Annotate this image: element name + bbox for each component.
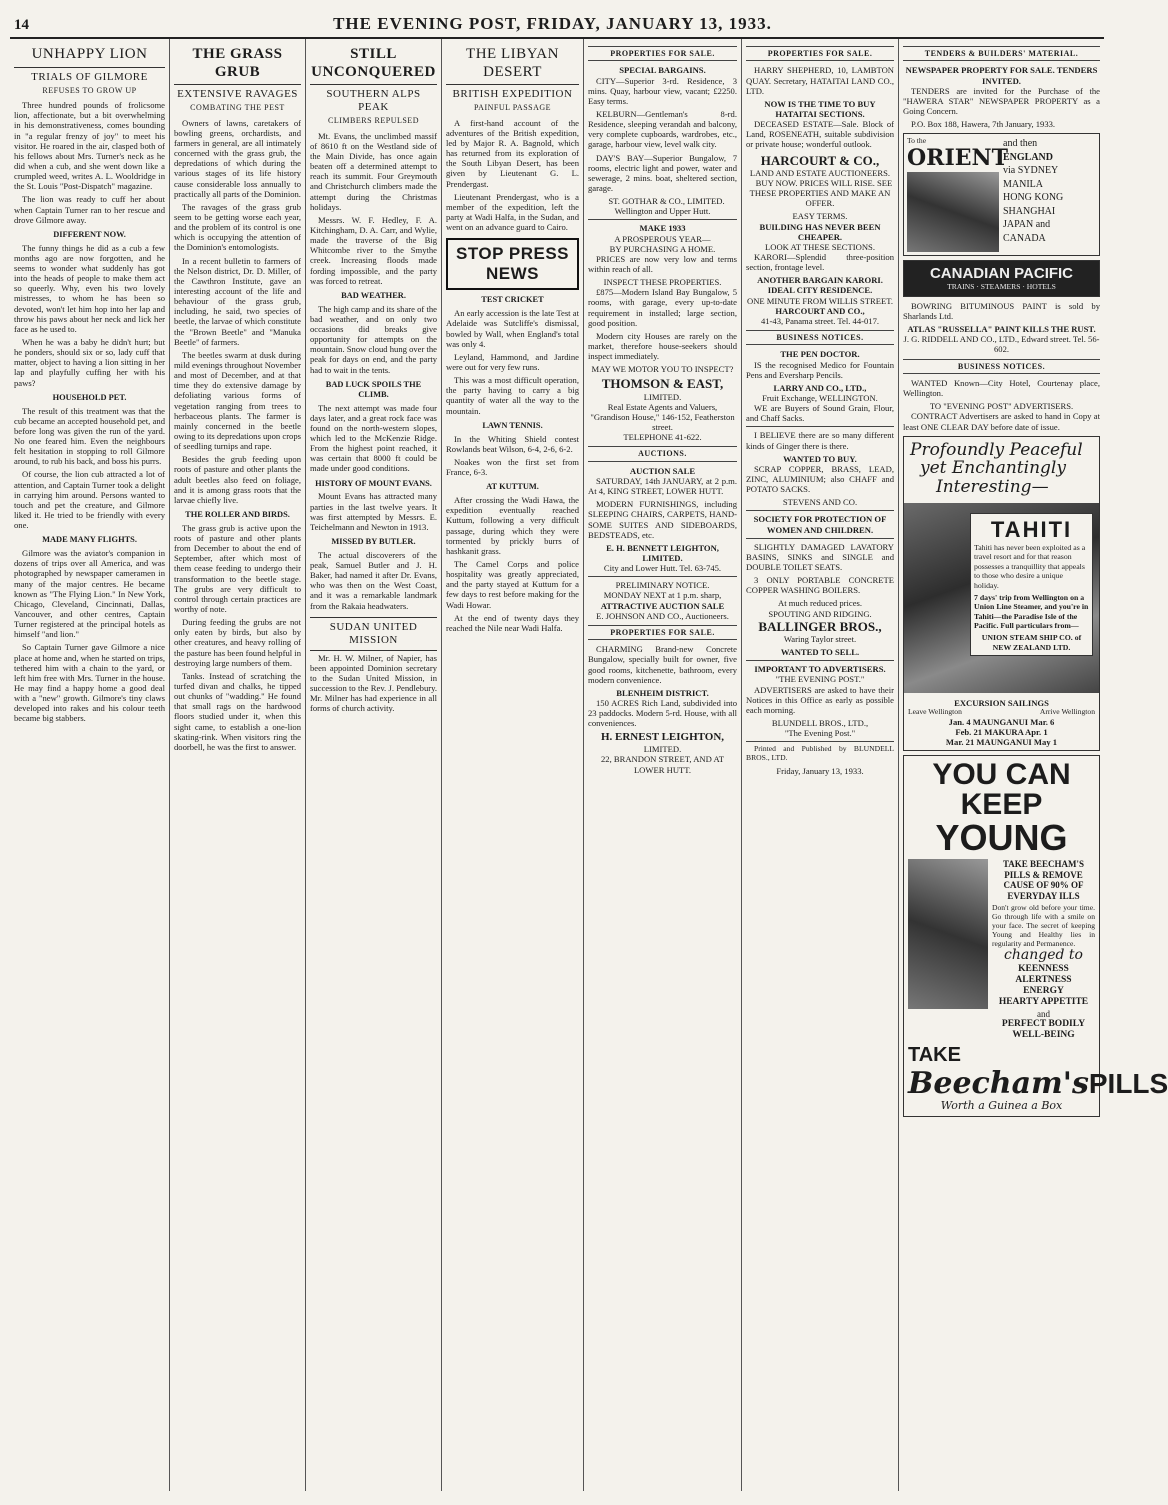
palm-beach-photo bbox=[904, 503, 1099, 693]
classified-text: SPOUTING AND RIDGING. bbox=[768, 608, 872, 619]
classified-text: IS the recognised Medico for Fountain Pens and Eversharp Pencils. bbox=[746, 359, 894, 380]
classified-text: BY PURCHASING A HOME. bbox=[609, 243, 716, 254]
canadian-pacific-banner bbox=[903, 260, 1100, 297]
classified-heading: MAKE 1933 bbox=[639, 223, 686, 234]
classified-heading: ATTRACTIVE AUCTION SALE bbox=[600, 600, 725, 611]
column-libyan-desert bbox=[442, 39, 584, 1491]
paragraph: Tanks. Instead of scratching the turfed divan and chalks, he tipped out chunks of "wadding." He found that small rags on the hardwood floors studied under it, when this sight came, to establish a one-lion skating-rink. When visitors ring the doorbell, he was the first to answer. bbox=[174, 670, 301, 752]
crosshead: MISSED BY BUTLER. bbox=[331, 537, 416, 547]
masthead bbox=[10, 8, 1104, 39]
column-advertisements bbox=[899, 39, 1168, 1491]
firm-name: BALLINGER BROS., bbox=[758, 618, 882, 634]
column-properties-1 bbox=[584, 39, 742, 1491]
imprint-date: Friday, January 13, 1933. bbox=[776, 766, 864, 777]
ad-text: ALERTNESS bbox=[1015, 975, 1072, 986]
classified-heading: ATLAS "RUSSELLA" PAINT KILLS THE RUST. bbox=[907, 324, 1096, 335]
classified-text: SCRAP COPPER, BRASS, LEAD, ZINC, ALUMINIUM; also CHAFF and POTATO SACKS. bbox=[746, 463, 894, 495]
paragraph: The lion was ready to cuff her about when Captain Turner ran to her rescue and drove Gilmore away. bbox=[14, 194, 165, 225]
classified-heading: BLENHEIM DISTRICT. bbox=[616, 687, 709, 698]
imprint: Printed and Published by BLUNDELL BROS., LTD. bbox=[746, 744, 894, 763]
paragraph: Owners of lawns, caretakers of bowling greens, orchardists, and farmers in general, are all intimately concerned with the grass grub, the depredations of which during the various stages of its life history cause considerable loss annually to practically all parts of the Dominion. bbox=[174, 117, 301, 199]
stop-press-banner: STOP PRESS NEWS bbox=[446, 238, 579, 290]
column-properties-2 bbox=[742, 39, 899, 1491]
paragraph: The grass grub is active upon the roots of pasture and other plants from December to about the end of September, after which most of them cease feeding to undergo their transformation to the beetle stage. The grubs are very difficult to control through certain practices are worthy of note. bbox=[174, 522, 301, 615]
classified-heading: PRELIMINARY NOTICE. bbox=[615, 580, 710, 591]
classified-text: KARORI—Splendid three-position section, frontage level. bbox=[746, 252, 894, 273]
ad-text: HEARTY APPETITE bbox=[998, 997, 1089, 1008]
headline: UNHAPPY LION bbox=[14, 46, 165, 68]
paragraph: Besides the grub feeding upon roots of pasture and other plants the adult beetles also feed on foliage, and it is among grass roots that the larvae chiefly live. bbox=[174, 454, 301, 505]
ad-text: HONG KONG bbox=[1003, 192, 1064, 204]
paragraph: In a recent bulletin to farmers of the Nelson district, Dr. D. Miller, of the Cawthron Institute, gave an interesting account of the life and behaviour of the grass grub, including, he said, two species of beetle, the larvae of which constitute the "Brown Beetle" and "Manuka Beetle" of farmers. bbox=[174, 255, 301, 347]
section-header: TENDERS & BUILDERS' MATERIAL. bbox=[903, 46, 1100, 61]
subheadline: TRIALS OF GILMORE bbox=[31, 70, 148, 83]
ad-text: TAKE BEECHAM'S PILLS & REMOVE CAUSE OF 90% OF EVERYDAY ILLS bbox=[1002, 859, 1085, 902]
classified-text: BOWRING BITUMINOUS PAINT is sold by Sharlands Ltd. bbox=[903, 300, 1100, 321]
firm-sub: "The Evening Post." bbox=[784, 728, 856, 739]
headline: SUDAN UNITED MISSION bbox=[310, 617, 437, 651]
paragraph: The result of this treatment was that the cub became an accepted household pet, and before long was given the run of the yard. No one feared him. Even the neighbours felt hesitation in stopping to roll Gilmore around, to rub his back, and boss his purrs. bbox=[14, 405, 165, 467]
classified-text: 3 ONLY PORTABLE CONCRETE COPPER WASHING BOILERS. bbox=[746, 575, 894, 596]
classified-heading: WANTED TO SELL. bbox=[780, 647, 860, 658]
paragraph: Noakes won the first set from France, 6-3. bbox=[446, 456, 579, 478]
firm-name: THOMSON & EAST, bbox=[601, 376, 724, 392]
firm-address: Waring Taylor street. bbox=[783, 634, 857, 644]
classified-heading: WANTED TO BUY. bbox=[783, 453, 857, 464]
orient-advertisement bbox=[903, 133, 1100, 256]
subheadline: SOUTHERN ALPS PEAK bbox=[326, 88, 421, 114]
headline: THE GRASS GRUB bbox=[174, 46, 301, 85]
paragraph: Messrs. W. F. Hedley, F. A. Kitchingham, D. A. Carr, and Wylie, made the traverse of the Big Whitcombe river to the Smythe creek. Increasing floods made fording impossible, and the party was forced to retreat. bbox=[310, 214, 437, 286]
classified-text: EASY TERMS. bbox=[792, 211, 848, 222]
ad-text: ENERGY bbox=[1023, 986, 1064, 997]
paragraph: So Captain Turner gave Gilmore a nice place at home and, when he started on trips, tethered him with a chain to the yard, or left him free with Mrs. Turner in the house. He may find a happy home a good deal with a "new" growth. Gilmore's tiny claws developed into rakes and his colour teeth became big stabbers. bbox=[14, 642, 165, 724]
crosshead: HOUSEHOLD PET. bbox=[52, 392, 127, 402]
classified-text: PRICES are now very low and terms within reach of all. bbox=[588, 253, 737, 274]
ad-text: 7 days' trip from Wellington on a Union Line Steamer, and you're in Tahiti—the Paradise Isle of the Pacific. Full particulars from— bbox=[974, 592, 1089, 630]
firm-address: Fruit Exchange, WELLINGTON. bbox=[762, 393, 878, 403]
column-grass-grub bbox=[170, 39, 306, 1491]
paragraph: Three hundred pounds of frolicsome lion, affectionate, but a bit overwhelming in his demonstrativeness, comes bounding in "a regular frenzy of joy" to meet his visitor. He roared in the air, clasped both of his fellows about Mrs. Turner's neck as he did when a cub, and she went down like a crumpled weed, writes A. L. Wooldridge in the St. Louis "Post-Dispatch" magazine. bbox=[14, 100, 165, 192]
ad-heading: ORIENT bbox=[907, 145, 1008, 172]
classified-text: 150 ACRES Rich Land, subdivided into 23 paddocks. Modern 5-rd. House, with all conveniences. bbox=[588, 697, 737, 729]
masthead-title: THE EVENING POST, FRIDAY, JANUARY 13, 1933. bbox=[333, 14, 772, 33]
ad-text: UNION STEAM SHIP CO. of NEW ZEALAND LTD. bbox=[981, 633, 1082, 652]
section-header: BUSINESS NOTICES. bbox=[746, 330, 894, 345]
firm-name: LARRY AND CO., LTD., bbox=[773, 382, 867, 393]
subheadline: BRITISH EXPEDITION bbox=[452, 88, 573, 101]
firm-name: HARCOURT & CO., bbox=[760, 152, 880, 168]
subheadline: COMBATING THE PEST bbox=[190, 103, 285, 113]
classified-text: HARRY SHEPHERD, 10, LAMBTON QUAY. Secretary, HATAITAI LAND CO., LTD. bbox=[746, 65, 894, 96]
ad-script-line: yet Enchantingly bbox=[920, 458, 1066, 479]
geisha-illustration bbox=[907, 172, 999, 252]
firm-name: E. H. BENNETT LEIGHTON, LIMITED. bbox=[606, 542, 719, 563]
ad-heading: CANADIAN PACIFIC bbox=[929, 265, 1074, 283]
firm-name: BLUNDELL BROS., LTD., bbox=[771, 717, 869, 728]
paragraph: Of course, the lion cub attracted a lot of attention, and Captain Turner took a delight in carrying him around. Persons wanted to touch and pet the creature, and Gilmore liked it. He tried to be friendly with every one. bbox=[14, 469, 165, 531]
ad-heading: YOU CAN KEEP bbox=[932, 758, 1071, 822]
paragraph: Mount Evans has attracted many parties in the last twelve years. It was first attempted by Messrs. E. Teichelmann and Newton in 1913. bbox=[310, 491, 437, 532]
paragraph: The high camp and its share of the bad weather, and on only two occasions did breaks give opportunity for attempts on the mountain. Snow cloud hung over the peak for days on end, and the party had to wait in the tents. bbox=[310, 303, 437, 375]
classified-text: CONTRACT Advertisers are asked to hand in Copy at least ONE CLEAR DAY before date of issue. bbox=[903, 411, 1100, 432]
classified-text: CITY—Superior 3-rd. Residence, 3 mins. Quay, harbour view, vacant; £2250. Easy terms. bbox=[588, 75, 737, 106]
paragraph: A first-hand account of the adventures of the British expedition, led by Major R. A. Bagnold, which has returned from its exploration of the South Libyan Desert, has been given by Lieutenant G. L. Prendergast. bbox=[446, 117, 579, 189]
ad-text: TRAINS · STEAMERS · HOTELS bbox=[947, 281, 1056, 291]
paragraph: Leyland, Hammond, and Jardine were out for very few runs. bbox=[446, 351, 579, 373]
section-header: PROPERTIES FOR SALE. bbox=[588, 625, 737, 640]
firm-address: Real Estate Agents and Valuers, "Grandison House," 146-152, Featherston street. bbox=[590, 401, 735, 433]
ad-text: WELL-BEING bbox=[1012, 1030, 1075, 1041]
classified-heading: IDEAL CITY RESIDENCE. bbox=[767, 285, 873, 296]
firm-address: 22, BRANDON STREET, AND AT LOWER HUTT. bbox=[600, 754, 725, 775]
classified-heading: AUCTION SALE bbox=[629, 465, 696, 476]
ad-slogan: Worth a Guinea a Box bbox=[940, 1099, 1063, 1113]
classified-text: DECEASED ESTATE—Sale. Block of Land, ROSENEATH, suitable subdivision or private house; wonderful outlook. bbox=[746, 119, 894, 150]
woman-illustration bbox=[908, 859, 988, 1009]
crosshead: LAWN TENNIS. bbox=[482, 420, 543, 430]
classified-text: MODERN FURNISHINGS, including SLEEPING CHAIRS, CARPETS, HAND-SOME SUITES AND SIDEBOARDS, BEDSTEADS, etc. bbox=[588, 499, 737, 540]
ad-script-line: Interesting— bbox=[936, 477, 1049, 498]
headline: THE LIBYAN DESERT bbox=[446, 46, 579, 85]
paragraph: The funny things he did as a cub a few months ago are now forgotten, and he seems to wonder what suddenly has got into the heads of people to make them act so queerly. Why, even his two lovely mistresses, to whom he has been so devoted, won't let him hop into her lap and throw his paws about her neck and lick her face as he used to. bbox=[14, 242, 165, 334]
ad-script-line: Profoundly Peaceful bbox=[910, 439, 1083, 460]
page-number: 14 bbox=[14, 17, 29, 33]
subheadline: REFUSES TO GROW UP bbox=[42, 85, 137, 95]
classified-heading: SOCIETY FOR PROTECTION OF WOMEN AND CHILDREN. bbox=[753, 514, 887, 535]
ad-text: changed to bbox=[1004, 947, 1083, 964]
section-header: AUCTIONS. bbox=[588, 446, 737, 461]
crosshead: AT KUTTUM. bbox=[486, 482, 539, 492]
table-header: Leave Wellington bbox=[908, 706, 962, 716]
classified-text: MAY WE MOTOR YOU TO INSPECT? bbox=[591, 364, 734, 375]
classified-text: DAY'S BAY—Superior Bungalow, 7 rooms, electric light and power, water and sewerage, 2 mins. boat, sheltered section, garage. bbox=[588, 152, 737, 193]
newspaper-page bbox=[10, 8, 1168, 1488]
section-header: PROPERTIES FOR SALE. bbox=[746, 46, 894, 61]
classified-text: £875—Modern Island Bay Bungalow, 5 rooms, with garage, every up-to-date requirement in installed; large section, good position. bbox=[588, 287, 737, 328]
ad-text: MANILA bbox=[1003, 178, 1043, 190]
crosshead: DIFFERENT NOW. bbox=[53, 229, 126, 239]
ad-text: Don't grow old before your time. Go through life with a smile on your face. The secret of keeping Young and Healthy lies in regularity and Permanence. bbox=[992, 902, 1095, 948]
paragraph: In the Whiting Shield contest Rowlands beat Wilson, 6-4, 2-6, 6-2. bbox=[446, 433, 579, 454]
paragraph: An early accession is the late Test at Adelaide was Sutcliffe's dismissal, bowled by Wall, when England's total was only 4. bbox=[446, 308, 579, 349]
crosshead: BAD WEATHER. bbox=[341, 290, 406, 300]
firm-address: City and Lower Hutt. Tel. 63-745. bbox=[603, 563, 722, 574]
classified-text: WANTED Known—City Hotel, Courtenay place, Wellington. bbox=[903, 377, 1100, 399]
classified-text: P.O. Box 188, Hawera, 7th January, 1933. bbox=[911, 119, 1056, 130]
classified-heading: ANOTHER BARGAIN KARORI. bbox=[757, 275, 883, 286]
headline: STILL UNCONQUERED bbox=[310, 46, 437, 85]
classified-heading: TO "EVENING POST" ADVERTISERS. bbox=[929, 401, 1074, 412]
ad-text: and bbox=[1037, 1008, 1050, 1019]
classified-heading: BUILDING HAS NEVER BEEN CHEAPER. bbox=[759, 221, 881, 242]
table-row: Mar. 21 MAUNGANUI May 1 bbox=[945, 737, 1058, 748]
paragraph: Gilmore was the aviator's companion in dozens of trips over all America, and was photographed by newspaper cameramen in many of the major centres. He became known as "The Flying Lion." In New York, Chicago, Cleveland, Cincinnati, Dallas, Vancouver, and other centres, Captain Turner registered at the principal hotels as himself "and lion." bbox=[14, 548, 165, 640]
beechams-advertisement bbox=[903, 755, 1168, 1117]
firm-sub: LIMITED. bbox=[643, 744, 682, 755]
subheadline: CLIMBERS REPULSED bbox=[328, 116, 419, 126]
classified-firm: ST. GOTHAR & CO., LIMITED. Wellington and Upper Hutt. bbox=[608, 196, 725, 217]
crosshead: BAD LUCK SPOILS THE CLIMB. bbox=[325, 379, 422, 399]
classified-heading: SPECIAL BARGAINS. bbox=[619, 65, 706, 76]
section-header: PROPERTIES FOR SALE. bbox=[588, 46, 737, 61]
paragraph: This was a most difficult operation, the party having to carry a big quantity of water all the way to the mountain. bbox=[446, 375, 579, 416]
table-header: Arrive Wellington bbox=[1039, 706, 1095, 716]
firm-name: HARCOURT AND CO., bbox=[775, 305, 865, 316]
ad-text: PERFECT BODILY bbox=[1001, 1019, 1086, 1030]
subheadline: EXTENSIVE RAVAGES bbox=[177, 88, 298, 101]
table-row: Feb. 21 MAKURA Apr. 1 bbox=[955, 726, 1048, 737]
ad-text: via SYDNEY bbox=[1003, 165, 1059, 177]
firm-phone: TELEPHONE 41-622. bbox=[623, 432, 702, 443]
classified-heading: NOW IS THE TIME TO BUY HATAITAI SECTIONS. bbox=[764, 98, 876, 119]
classified-text: I BELIEVE there are so many different kinds of Ginger there is there. bbox=[746, 430, 894, 451]
crosshead: MADE MANY FLIGHTS. bbox=[42, 535, 137, 545]
ad-heading: YOUNG bbox=[935, 817, 1068, 859]
paragraph: Lieutenant Prendergast, who is a member of the expedition, left the party at Wadi Halfa, in the Sudan, and went on an advance guard to Cairo. bbox=[446, 191, 579, 233]
tahiti-advertisement bbox=[903, 436, 1100, 752]
firm-name: STEVENS AND CO. bbox=[782, 497, 858, 508]
ad-text: PILLS bbox=[1088, 1068, 1168, 1100]
ad-text: ENGLAND bbox=[1003, 151, 1054, 163]
classified-heading: IMPORTANT TO ADVERTISERS. bbox=[754, 664, 886, 675]
table-row: Jan. 4 MAUNGANUI Mar. 6 bbox=[948, 716, 1055, 727]
column-still-unconquered bbox=[306, 39, 442, 1491]
paragraph: After crossing the Wadi Hawa, the expedition eventually reached Kuttum, following a very difficult passage, during which they were tormented by prickly burrs of hashkanit grass. bbox=[446, 495, 579, 556]
ad-text: Tahiti has never been exploited as a travel resort and for that reason possesses a tranquillity that appeals to those who desire a unique holiday. bbox=[974, 543, 1086, 590]
firm-name: H. ERNEST LEIGHTON, bbox=[600, 731, 725, 744]
paragraph: When he was a baby he didn't hurt; but he ponders, should six or so, lady cuff that matter, object to having a lion sitting in her lap and playfully cuffing her with his paws? bbox=[14, 336, 165, 388]
ad-heading: EXCURSION SAILINGS bbox=[954, 697, 1049, 708]
firm-name: E. JOHNSON AND CO., Auctioneers. bbox=[596, 610, 729, 621]
classified-text: A PROSPEROUS YEAR— bbox=[614, 233, 711, 244]
ad-text: SHANGHAI bbox=[1003, 205, 1056, 217]
column-unhappy-lion bbox=[10, 39, 170, 1491]
ad-heading: TAHITI bbox=[990, 516, 1073, 542]
classified-text: At much reduced prices. bbox=[778, 598, 862, 609]
paragraph: The beetles swarm at dusk during mild evenings throughout November and most of December, and at that time they do extensive damage by defoliating various forms of vegetation ranging from trees to herbaceous plants. The farmer is mainly concerned in the beetle owing to its depredations upon crops of seedling turnips and rape. bbox=[174, 349, 301, 452]
ad-text: CANADA bbox=[1003, 232, 1046, 244]
ad-text: JAPAN and bbox=[1003, 219, 1051, 231]
ad-text: and then bbox=[1003, 138, 1038, 150]
ad-text: TAKE bbox=[908, 1043, 961, 1066]
paragraph: The actual discoverers of the peak, Samuel Butler and J. H. Baker, had named it after Dr. Evans, who was then on the West Coast, and it was a remarkable landmark from the Rakaia headwaters. bbox=[310, 549, 437, 611]
paragraph: The Camel Corps and police hospitality was greatly appreciated, and the party stayed at Kuttum for a few days to rest before making for the Wadi Howar. bbox=[446, 558, 579, 610]
classified-heading: NEWSPAPER PROPERTY FOR SALE. TENDERS INVITED. bbox=[905, 65, 1098, 86]
paragraph: During feeding the grubs are not only eaten by birds, but also by other creatures, and heavy rolling of the pasture has been found helpful in destroying large numbers of them. bbox=[174, 617, 301, 668]
paragraph: Mt. Evans, the unclimbed massif of 8610 ft on the Westland side of the Main Divide, has once again beaten off a determined attempt to reach its summit. Four Greymouth and Christchurch climbers made the attempt during the Christmas holidays. bbox=[310, 130, 437, 212]
crosshead: TEST CRICKET bbox=[481, 295, 544, 305]
firm-address: 41-43, Panama street. Tel. 44-017. bbox=[760, 315, 880, 326]
classified-text: WE are Buyers of Sound Grain, Flour, and Chaff Sacks. bbox=[746, 403, 894, 424]
classified-text: "THE EVENING POST." bbox=[775, 674, 865, 685]
paragraph: The next attempt was made four days later, and a great rock face was found on the north-western slopes, which led to the McKenzie Ridge. From the highest point reached, it was certain that 8000 ft could be made under good conditions. bbox=[310, 402, 437, 474]
classified-text: SATURDAY, 14th JANUARY, at 2 p.m. At 4, KING STREET, LOWER HUTT. bbox=[588, 475, 737, 497]
classified-text: J. G. RIDDELL AND CO., LTD., Edward street. Tel. 56-602. bbox=[903, 334, 1100, 355]
paragraph: At the end of twenty days they reached the Nile near Wadi Halfa. bbox=[446, 612, 579, 633]
classified-text: TENDERS are invited for the Purchase of the "HAWERA STAR" NEWSPAPER PROPERTY as a Going Concern. bbox=[903, 85, 1100, 116]
classified-text: INSPECT THESE PROPERTIES. bbox=[603, 277, 722, 288]
section-header: BUSINESS NOTICES. bbox=[903, 359, 1100, 374]
classified-text: KELBURN—Gentleman's 8-rd. Residence, sleeping verandah and balcony, very complete cupboards, wardrobes, etc., garage, harbour view, level walk city. bbox=[588, 109, 737, 150]
subheadline: PAINFUL PASSAGE bbox=[473, 103, 552, 113]
classified-heading: THE PEN DOCTOR. bbox=[780, 349, 860, 360]
crosshead: THE ROLLER AND BIRDS. bbox=[185, 509, 290, 519]
paragraph: The ravages of the grass grub seem to be getting worse each year, and the problem of its control is one which is occupying the attention of the Dominion's entomologists. bbox=[174, 201, 301, 253]
paragraph: Mr. H. W. Milner, of Napier, has been appointed Dominion secretary to the Sudan United Mission, in succession to the Rev. J. Pendlebury. Mr. Milner has had experience in all forms of church activity. bbox=[310, 652, 437, 714]
ad-text: KEENNESS bbox=[1018, 963, 1069, 974]
classified-text: Modern city Houses are rarely on the market, therefore house-seekers should inspect immediately. bbox=[588, 330, 737, 362]
classified-text: LOOK AT THESE SECTIONS. bbox=[765, 241, 875, 252]
classified-text: BUY NOW. PRICES WILL RISE. SEE THESE PROPERTIES AND MAKE AN OFFER. bbox=[749, 178, 893, 209]
classified-text: ADVERTISERS are asked to have their Notices in this Office as early as possible each morning. bbox=[746, 684, 894, 715]
ad-text: To the bbox=[907, 136, 927, 146]
classified-text: MONDAY NEXT at 1 p.m. sharp, bbox=[603, 590, 722, 601]
classified-text: CHARMING Brand-new Concrete Bungalow, specially built for owner, five good rooms, kitchenette, bathroom, every modern convenience. bbox=[588, 644, 737, 685]
firm-sub: LIMITED. bbox=[643, 391, 682, 402]
classified-text: ONE MINUTE FROM WILLIS STREET. bbox=[746, 295, 893, 306]
brand-logo: Beecham's bbox=[908, 1066, 1089, 1102]
classified-text: SLIGHTLY DAMAGED LAVATORY BASINS, SINKS and SINGLE and DOUBLE TOILET SEATS. bbox=[746, 541, 894, 572]
firm-sub: LAND AND ESTATE AUCTIONEERS. bbox=[749, 167, 891, 178]
crosshead: HISTORY OF MOUNT EVANS. bbox=[315, 478, 432, 488]
